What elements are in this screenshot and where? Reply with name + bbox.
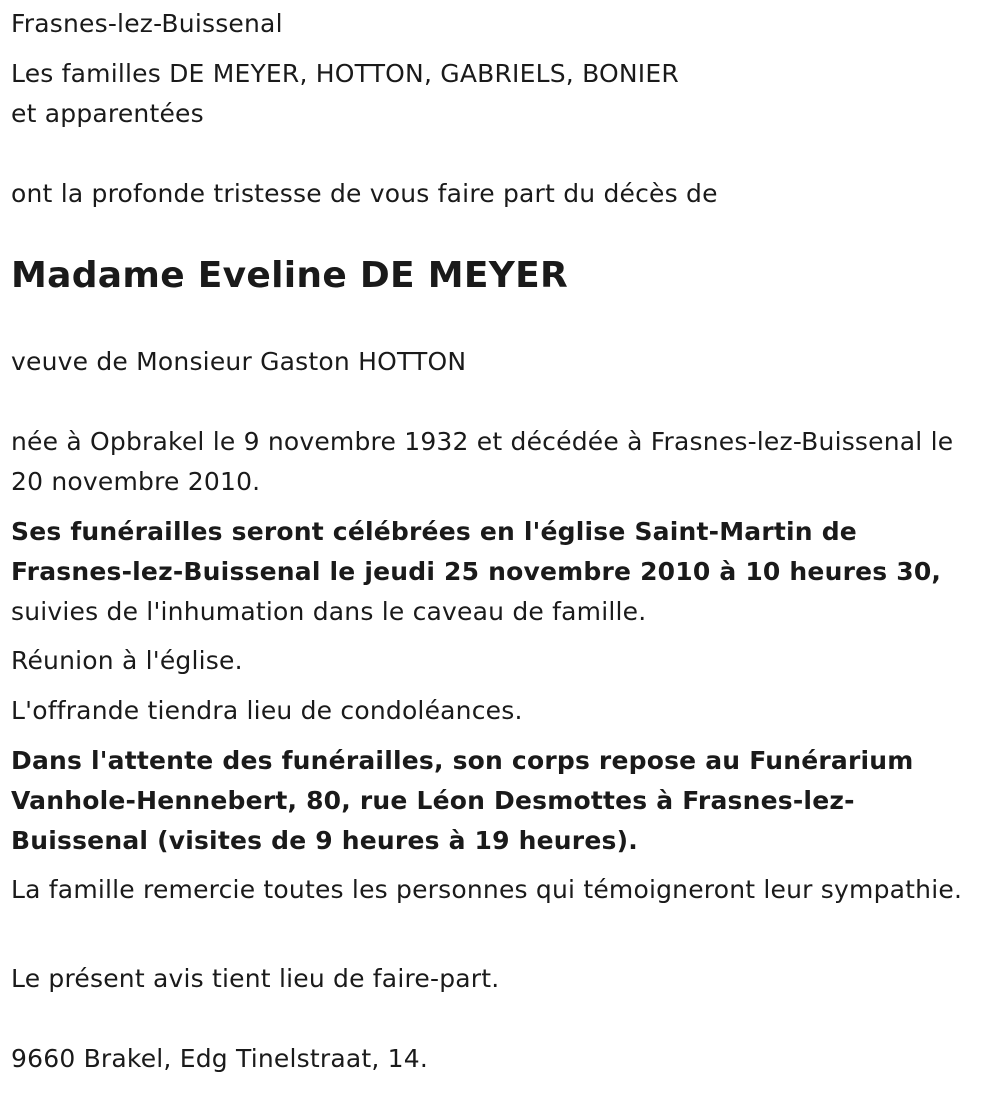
widow-of-text: veuve de Monsieur Gaston HOTTON	[11, 347, 467, 376]
place-heading: Frasnes-lez-Buissenal	[11, 9, 283, 38]
funeral-paragraph	[11, 512, 986, 632]
deceased-name: Madame Eveline DE MEYER	[11, 255, 569, 296]
rest-place-text: Dans l'attente des funérailles, son corps repose au Funérarium Vanhole-Hennebert, 80, rue Léon Desmottes à Frasnes-lez-Buissenal (visites de 9 heures à 19 heures).	[11, 746, 914, 855]
address-text: 9660 Brakel, Edg Tinelstraat, 14.	[11, 1044, 429, 1073]
announcement-text: ont la profonde tristesse de vous faire part du décès de	[11, 179, 718, 208]
funeral-details: Ses funérailles seront célébrées en l'église Saint-Martin de Frasnes-lez-Buissenal le jeudi 25 novembre 2010 à 10 heures 30,	[11, 517, 942, 586]
burial-details: suivies de l'inhumation dans le caveau de famille.	[11, 597, 647, 626]
thanks-text: La famille remercie toutes les personnes qui témoigneront leur sympathie.	[11, 875, 963, 904]
birth-death-text: née à Opbrakel le 9 novembre 1932 et décédée à Frasnes-lez-Buissenal le 20 novembre 2010.	[11, 427, 954, 496]
meeting-text: Réunion à l'église.	[11, 646, 243, 675]
families-line: Les familles DE MEYER, HOTTON, GABRIELS, BONIER	[11, 59, 679, 88]
families-related-line: et apparentées	[11, 99, 204, 128]
notice-text: Le présent avis tient lieu de faire-part.	[11, 964, 500, 993]
offering-text: L'offrande tiendra lieu de condoléances.	[11, 696, 523, 725]
